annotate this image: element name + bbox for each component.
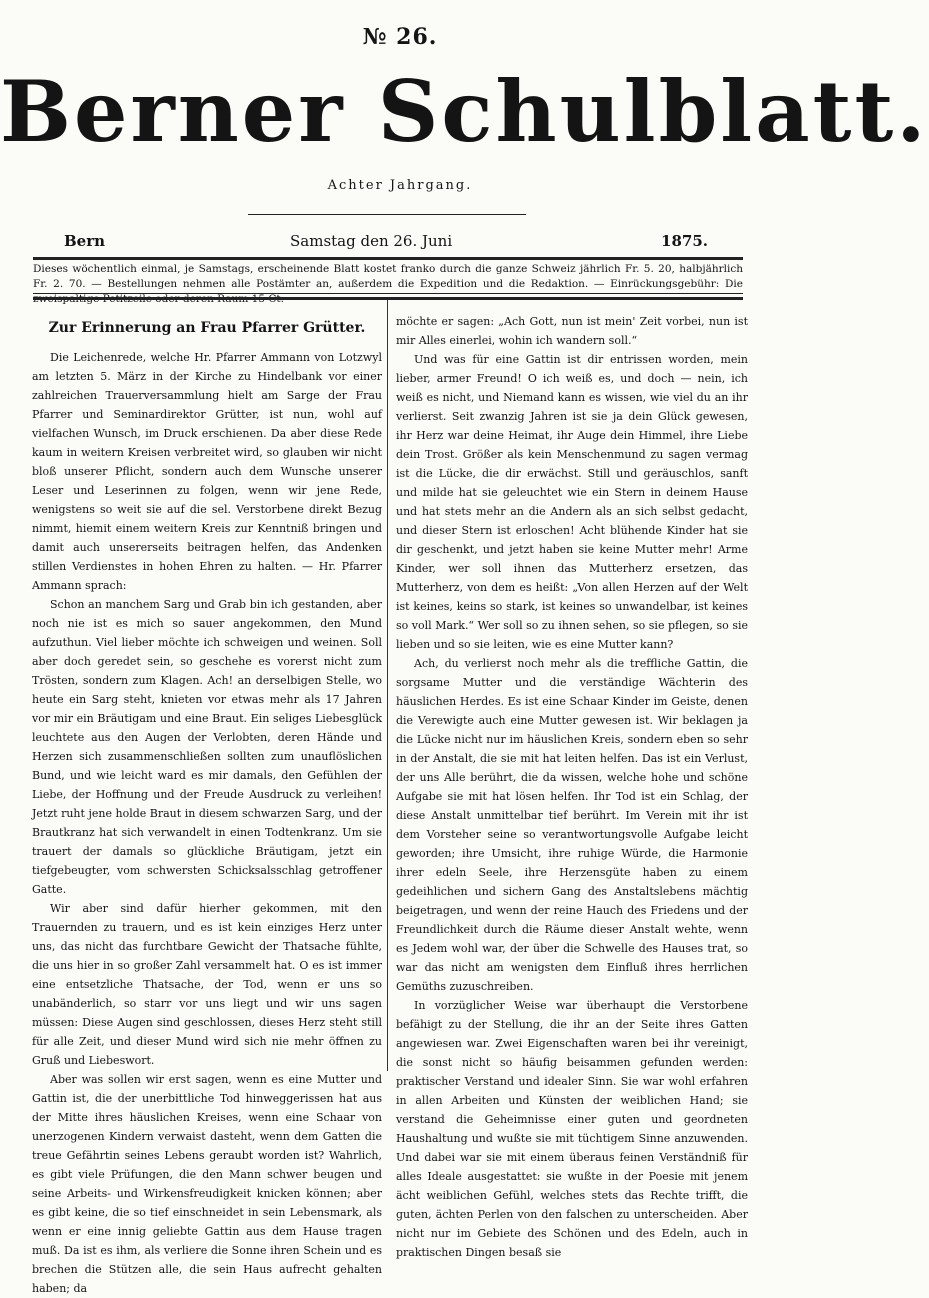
- column-divider: [387, 300, 388, 1071]
- article-column-left: [32, 312, 382, 1295]
- dateline-place: Bern: [64, 232, 106, 250]
- paragraph: Aber was sollen wir erst sagen, wenn es eine Mutter und Gattin ist, die der unerbittliche Tod hinweggerissen hat aus der Mitte ihres häuslichen Kreises, wenn eine Schaar von unerzogenen Kindern verwaist dasteht, wenn dem Gatten die treue Gefährtin seines Lebens geraubt worden ist? Wahrlich, es gibt viele Prüfungen, die den Mann schwer beugen und seine Arbeits- und Wirkensfreudigkeit knicken können; aber es gibt keine, die so tief einschneidet in sein Lebensmark, als wenn er eine innig geliebte Gattin aus dem Hause tragen muß. Da ist es ihm, als verliere die Sonne ihren Schein und es brechen die Stützen alle, die sein Haus aufrecht gehalten haben; da: [32, 1073, 382, 1295]
- paragraph: Ach, du verlierst noch mehr als die treffliche Gattin, die sorgsame Mutter und die verständige Wächterin des häuslichen Herdes. Es ist eine Schaar Kinder im Geiste, denen die Verewigte auch eine Mutter gewesen ist. Wir beklagen ja die Lücke nicht nur im häuslichen Kreis, sondern eben so sehr in der Anstalt, die sie mit hat leiten helfen. Das ist ein Verlust, der uns Alle berührt, die da wissen, welche hohe und schöne Aufgabe sie mit hat lösen helfen. Ihr Tod ist ein Schlag, der diese Anstalt unmittelbar tief berührt. Im Verein mit ihr ist dem Vorsteher seine so verantwortungsvolle Aufgabe leicht geworden; ihre Umsicht, ihre ruhige Würde, die Harmonie ihrer edeln Seele, ihre Herzensgüte haben zu einem gedeihlichen und sichern Gang des Anstaltslebens mächtig beigetragen, und wenn der reine Hauch des Friedens und der Freundlichkeit durch die Räume dieser Anstalt wehte, wenn es Jedem wohl war, der über die Schwelle des Hauses trat, so war das nicht am wenigsten dem Einfluß ihres herrlichen Gemüths zuzuschreiben.: [396, 657, 748, 993]
- dateline-date: Samstag den 26. Juni: [290, 232, 453, 250]
- article-title: Zur Erinnerung an Frau Pfarrer Grütter.: [48, 320, 366, 336]
- dateline: [64, 232, 708, 252]
- divider: [248, 214, 526, 215]
- newspaper-title: Berner Schulblatt.: [0, 62, 929, 161]
- issue-number: № 26.: [362, 24, 438, 50]
- divider: [33, 293, 743, 294]
- paragraph: Und was für eine Gattin ist dir entrissen worden, mein lieber, armer Freund! O ich weiß es, und doch — nein, ich weiß es nicht, und Niemand kann es wissen, wie viel du an ihr verlierst. Seit zwanzig Jahren ist sie ja dein Glück gewesen, ihr Herz war deine Heimat, ihr Auge dein Himmel, ihre Liebe dein Trost. Größer als kein Menschenmund zu sagen vermag ist die Lücke, die dir erwächst. Still und geräuschlos, sanft und milde hat sie geleuchtet wie ein Stern in deinem Hause und hat stets mehr an die Andern als an sich selbst gedacht, und dieser Stern ist erloschen! Acht blühende Kinder hat sie dir geschenkt, und jetzt haben sie keine Mutter mehr! Arme Kinder, wer soll ihnen das Mutterherz ersetzen, das Mutterherz, von dem es heißt: „Von allen Herzen auf der Welt ist keines, keins so stark, ist keines so unwandelbar, ist keines so voll Mark.“ Wer soll so zu ihnen sehen, so sie pflegen, so sie lieben und so sie leiten, wie es eine Mutter kann?: [396, 353, 748, 651]
- divider: [33, 297, 743, 300]
- subscription-notice: Dieses wöchentlich einmal, je Samstags, erscheinende Blatt kostet franko durch die ganze Schweiz jährlich Fr. 5. 20, halbjährlich Fr. 2. 70. — Bestellungen nehmen alle Postämter an, außerdem die Expedition und die Redaktion. — Einrückungsgebühr: Die: [33, 263, 743, 290]
- dateline-year: 1875.: [661, 232, 708, 250]
- article-column-right: [396, 312, 748, 1259]
- paragraph: Die Leichenrede, welche Hr. Pfarrer Ammann von Lotzwyl am letzten 5. März in der Kirche zu Hindelbank vor einer zahlreichen Trauerversammlung hielt am Sarge der Frau Pfarrer und Seminardirektor Grütter, ist nun, wohl auf vielfachen Wunsch, im Druck erschienen. Da aber diese Rede kaum in weitern Kreisen verbreitet wird, so glauben wir nicht bloß unserer Pflicht, sondern auch dem Wunsche unserer Leser und Leserinnen zu folgen, wenn wir jene Rede, wenigstens so weit sie auf die sel. Verstorbene direkt Bezug nimmt, hiemit einem weitern Kreis zur Kenntniß bringen und damit auch unsererseits beitragen helfen, das Andenken stillen Verdienstes in hohen Ehren zu halten. — Hr. Pfarrer Ammann sprach:: [32, 351, 382, 592]
- paragraph: möchte er sagen: „Ach Gott, nun ist mein' Zeit vorbei, nun ist mir Alles einerlei, wohin ich wandern soll.“: [396, 315, 748, 347]
- divider: [33, 257, 743, 260]
- paragraph: In vorzüglicher Weise war überhaupt die Verstorbene befähigt zu der Stellung, die ihr an der Seite ihres Gatten angewiesen war. Zwei Eigenschaften waren bei ihr vereinigt, die sonst nicht so häufig beisammen gefunden werden: praktischer Verstand und idealer Sinn. Sie war wohl erfahren in allen Arbeiten und Künsten der weiblichen Hand; sie verstand die Geheimnisse einer guten und geordneten Haushaltung und wußte sie mit tüchtigem Sinne anzuwenden. Und dabei war sie mit einem überaus feinen Verständniß für alles Ideale ausgestattet: sie wußte in der Poesie mit jenem ächt weiblichen Gefühl, welches stets das Rechte trifft, die guten, ächten Perlen von den falschen zu unterscheiden. Aber nicht nur im Gebiete des Schönen und des Edeln, auch in praktischen Dingen besaß sie: [396, 999, 748, 1259]
- paragraph: Wir aber sind dafür hierher gekommen, mit den Trauernden zu trauern, und es ist kein einziges Herz unter uns, das nicht das furchtbare Gewicht der Thatsache fühlte, die uns hier in so großer Zahl versammelt hat. O es ist immer eine entsetzliche Thatsache, der Tod, wenn er uns so unabänderlich, so starr vor uns liegt und wir uns sagen müssen: Diese Augen sind geschlossen, dieses Herz steht still für alle Zeit, und dieser Mund wird sich nie mehr öffnen zu Gruß und Liebeswort.: [32, 902, 382, 1067]
- volume-subtitle: Achter Jahrgang.: [327, 178, 473, 193]
- paragraph: Schon an manchem Sarg und Grab bin ich gestanden, aber noch nie ist es mich so sauer angekommen, den Mund aufzuthun. Viel lieber möchte ich schweigen und weinen. Soll aber doch geredet sein, so geschehe es vorerst nicht zum Trösten, sondern zum Klagen. Ach! an derselbigen Stelle, wo heute ein Sarg steht, knieten vor etwas mehr als 17 Jahren vor mir ein Bräutigam und eine Braut. Ein seliges Liebesglück leuchtete aus den Augen der Verlobten, deren Hände und Herzen sich zusammenschließen sollten zum unauflöslichen Bund, und wie leicht ward es mir damals, den Gefühlen der Liebe, der Hoffnung und der Freude Ausdruck zu verleihen! Jetzt ruht jene holde Braut in diesem schwarzen Sarg, und der Brautkranz hat sich verwandelt in einen Todtenkranz. Um sie trauert der damals so glückliche Bräutigam, jetzt ein tiefgebeugter, vom schwersten Schicksalsschlag getroffener Gatte.: [32, 598, 382, 896]
